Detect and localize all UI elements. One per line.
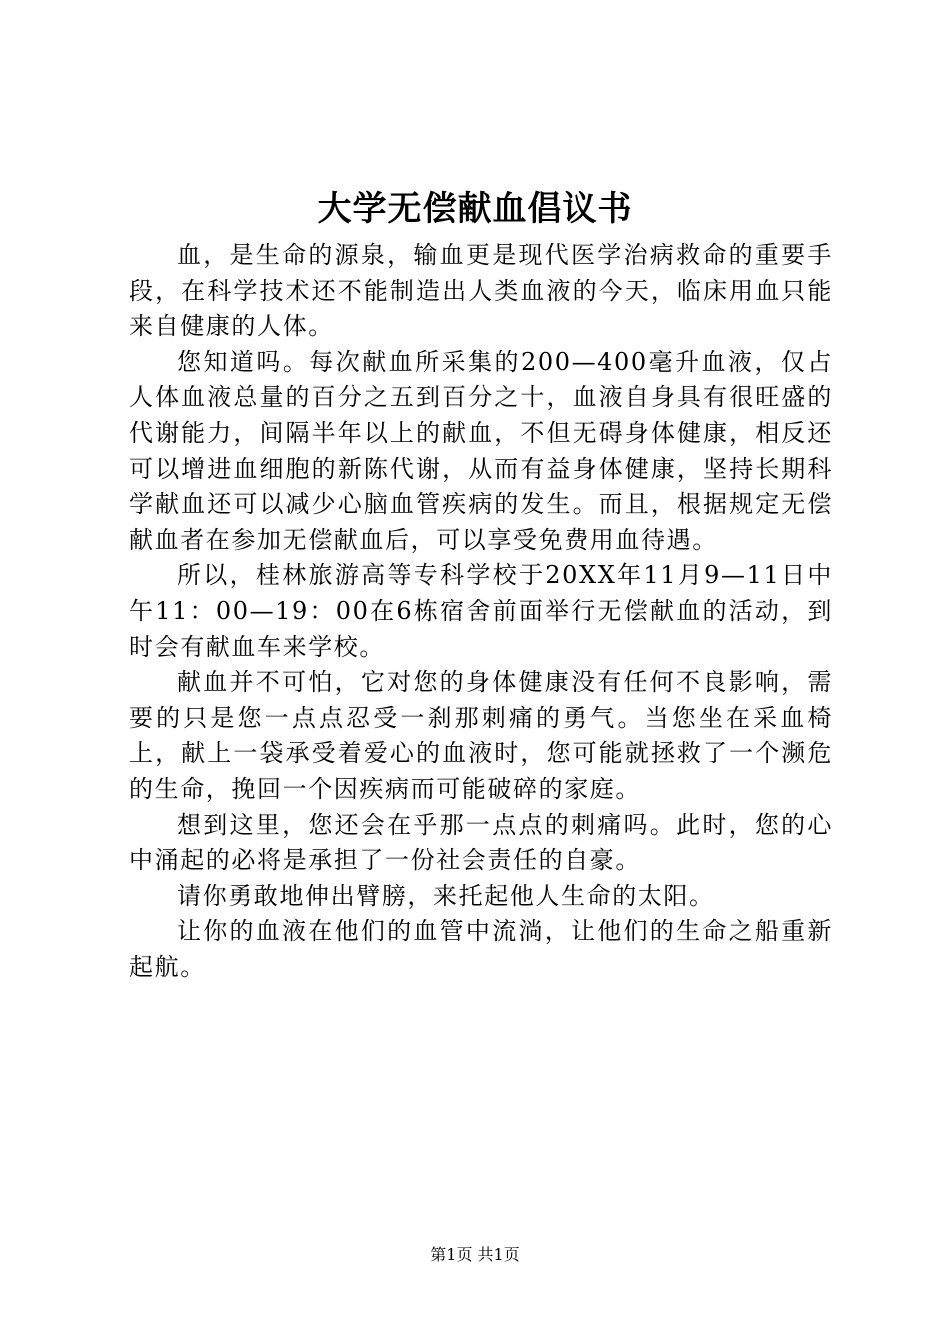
paragraph-1: 血，是生命的源泉，输血更是现代医学治病救命的重要手段，在科学技术还不能制造出人类血液的今天，临床用血只能来自健康的人体。 — [129, 241, 833, 341]
paragraph-4: 献血并不可怕，它对您的身体健康没有任何不良影响，需要的只是您一点点忍受一刹那刺痛的勇气。当您坐在采血椅上，献上一袋承受着爱心的血液时，您可能就拯救了一个濒危的生命，挽回一个因疾病而可能破碎的家庭。 — [129, 668, 833, 803]
document-title: 大学无偿献血倡议书 — [317, 189, 633, 229]
document-body — [129, 238, 833, 985]
paragraph-2: 您知道吗。每次献血所采集的200—400毫升血液，仅占人体血液总量的百分之五到百分之十，血液自身具有很旺盛的代谢能力，间隔半年以上的献血，不但无碍身体健康，相反还可以增进血细胞的新陈代谢，从而有益身体健康，坚持长期科学献血还可以减少心脑血管疾病的发生。而且，根据规定无偿献血者在参加无偿献血后，可以享受免费用血待遇。 — [129, 347, 833, 554]
paragraph-5: 想到这里，您还会在乎那一点点的刺痛吗。此时，您的心中涌起的必将是承担了一份社会责任的自豪。 — [129, 810, 833, 875]
paragraph-3: 所以，桂林旅游高等专科学校于20XX年11月9—11日中午11：00—19：00在6栋宿舍前面举行无偿献血的活动，到时会有献血车来学校。 — [129, 561, 833, 661]
paragraph-6: 请你勇敢地伸出臂膀，来托起他人生命的太阳。 — [177, 881, 715, 910]
paragraph-7: 让你的血液在他们的血管中流淌，让他们的生命之船重新起航。 — [129, 917, 833, 981]
page-footer: 第1页 共1页 — [430, 1245, 520, 1264]
